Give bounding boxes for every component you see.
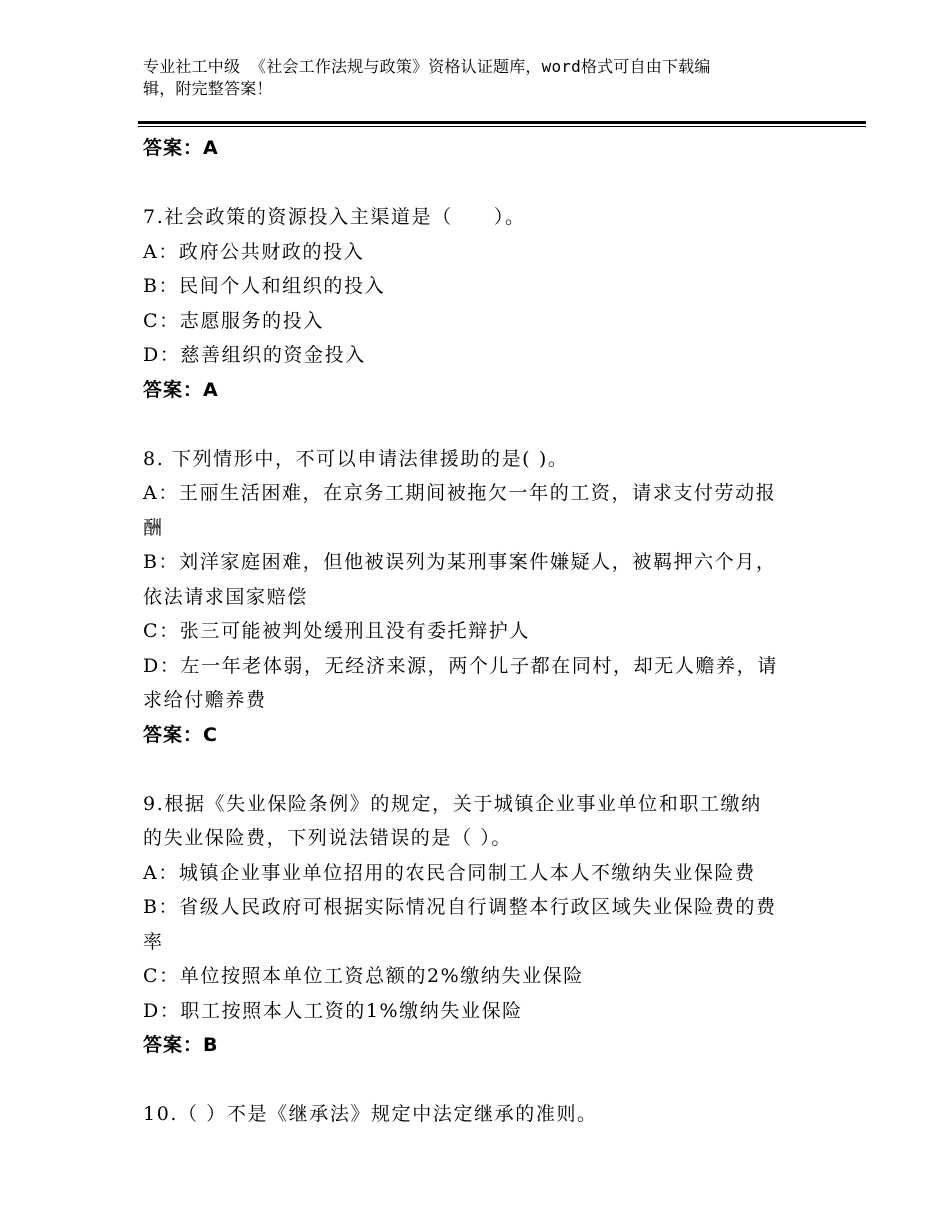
question-7-option-b: B：民间个人和组织的投入 (143, 275, 386, 297)
question-9-stem-line-1: 9.根据《失业保险条例》的规定，关于城镇企业事业单位和职工缴纳 (143, 792, 762, 815)
question-9-answer: 答案：B (143, 1034, 219, 1056)
question-8-option-d-line-2: 求给付赡养费 (143, 689, 267, 711)
question-list (143, 131, 813, 1132)
question-7 (143, 200, 813, 407)
question-8-option-b-line-2: 依法请求国家赔偿 (143, 585, 308, 608)
question-9-option-b-line-1: B：省级人民政府可根据实际情况自行调整本行政区域失业保险费的费 (143, 896, 777, 918)
question-9-option-d: D：职工按照本人工资的1%缴纳失业保险 (143, 999, 523, 1022)
question-10-stem: 10.（ ）不是《继承法》规定中法定继承的准则。 (143, 1103, 598, 1125)
question-8-option-a-line-1: A：王丽生活困难，在京务工期间被拖欠一年的工资，请求支付劳动报 (143, 482, 777, 504)
page-header (143, 56, 803, 100)
question-8-option-a-line-2: 酬 (143, 516, 164, 539)
header-divider-thin (138, 126, 866, 127)
answer-q6: 答案：A (143, 137, 219, 159)
question-7-option-a: A：政府公共财政的投入 (143, 240, 365, 263)
question-7-option-c: C：志愿服务的投入 (143, 309, 324, 332)
spacer (143, 1063, 813, 1098)
header-title-line-2: 辑，附完整答案！ (143, 79, 273, 98)
question-9-stem-line-2: 的失业保险费，下列说法错误的是（ ）。 (143, 827, 512, 849)
question-8-answer: 答案：C (143, 723, 218, 746)
question-9-option-b-line-2: 率 (143, 930, 164, 953)
question-8-option-c: C：张三可能被判处缓刑且没有委托辩护人 (143, 620, 530, 642)
header-title-line-1: 专业社工中级 《社会工作法规与政策》资格认证题库，word格式可自由下载编 (143, 57, 711, 76)
question-8 (143, 442, 813, 753)
question-8-option-d-line-1: D：左一年老体弱，无经济来源，两个儿子都在同村，却无人赡养，请 (143, 654, 778, 677)
header-divider-thick (138, 121, 866, 124)
question-7-stem: 7.社会政策的资源投入主渠道是（ ）。 (143, 206, 526, 228)
question-7-option-d: D：慈善组织的资金投入 (143, 344, 366, 366)
spacer (143, 407, 813, 442)
question-9 (143, 787, 813, 1063)
question-9-option-a: A：城镇企业事业单位招用的农民合同制工人本人不缴纳失业保险费 (143, 861, 756, 884)
spacer (143, 166, 813, 201)
question-10 (143, 1097, 813, 1132)
question-9-option-c: C：单位按照本单位工资总额的2%缴纳失业保险 (143, 965, 584, 987)
question-8-option-b-line-1: B：刘洋家庭困难，但他被误列为某刑事案件嫌疑人，被羁押六个月， (143, 551, 777, 573)
question-7-answer: 答案：A (143, 378, 219, 401)
spacer (143, 752, 813, 787)
question-8-stem: 8. 下列情形中，不可以申请法律援助的是( )。 (143, 447, 569, 470)
